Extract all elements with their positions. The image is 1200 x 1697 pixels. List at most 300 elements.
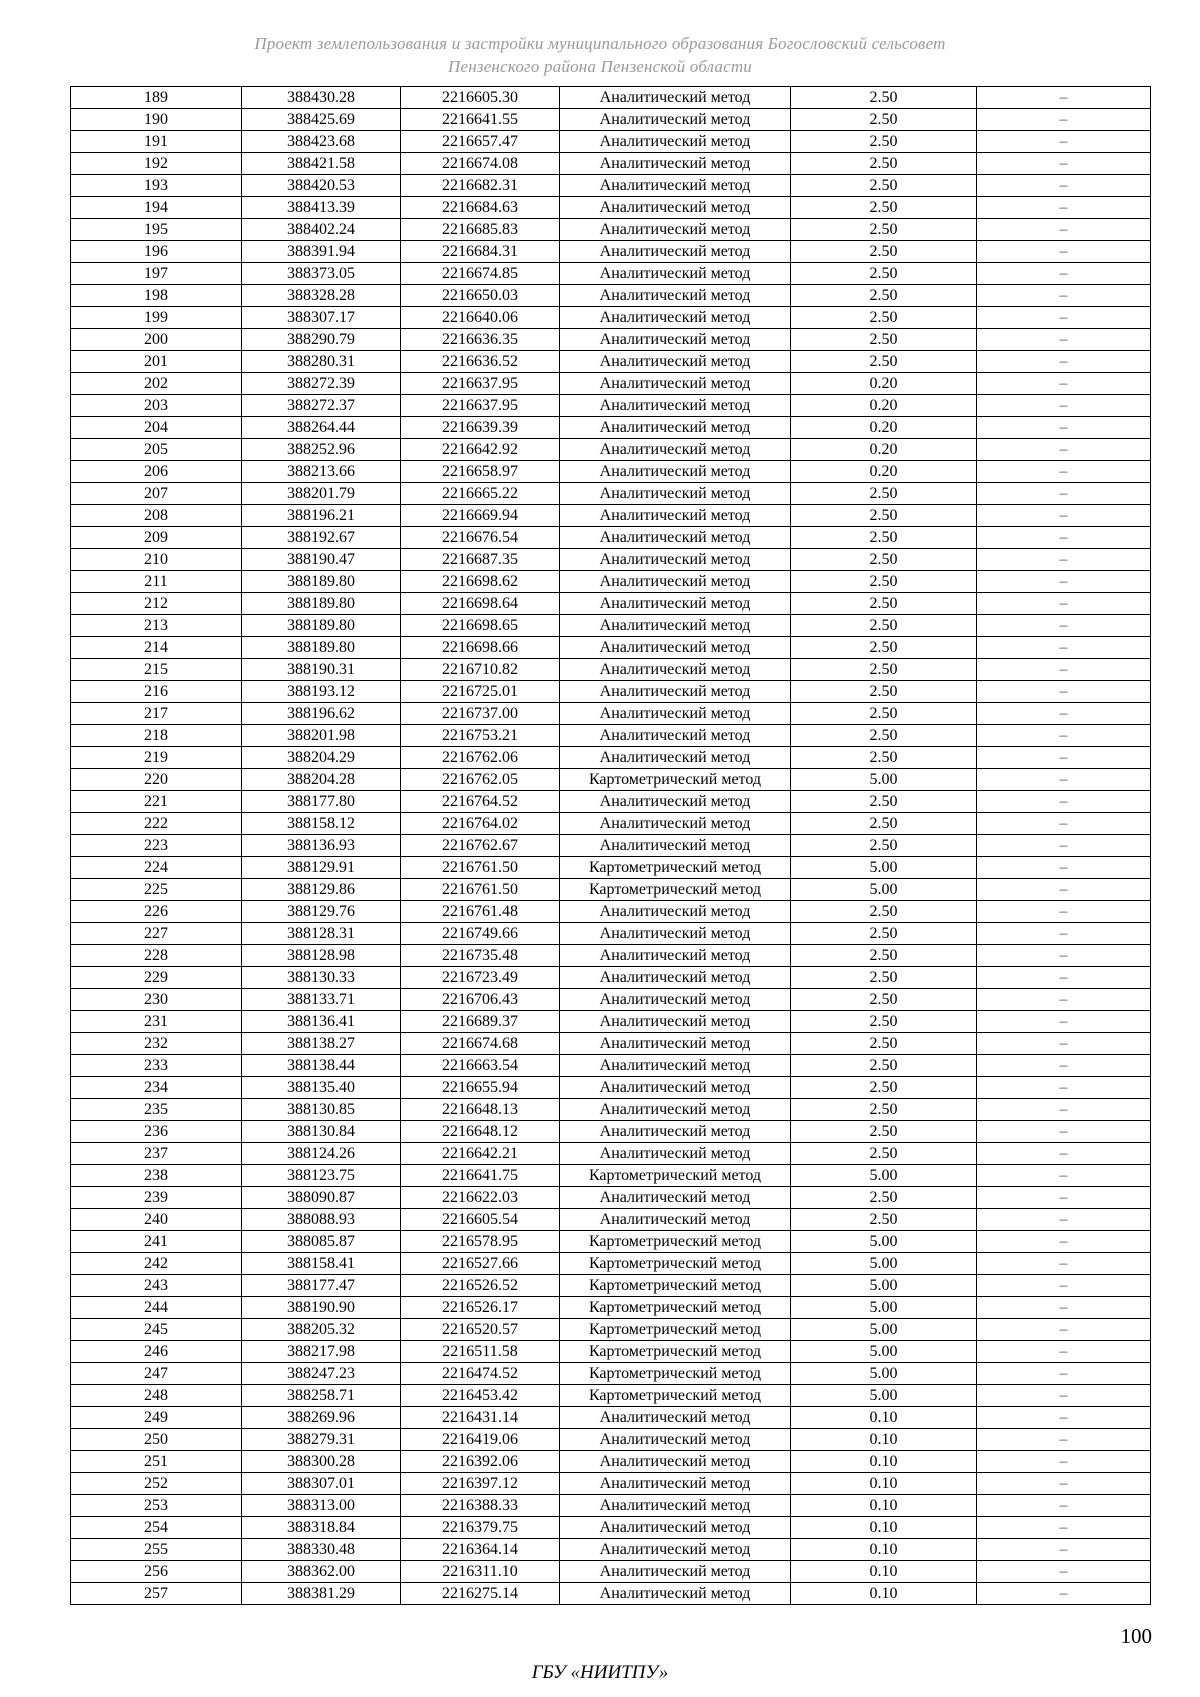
method-cell: Картометрический метод <box>560 1341 791 1363</box>
y-coordinate-cell: 2216764.02 <box>401 813 560 835</box>
table-row <box>71 153 1151 175</box>
note-cell: – <box>977 1583 1151 1605</box>
x-coordinate-cell: 388420.53 <box>242 175 401 197</box>
y-coordinate-cell: 2216388.33 <box>401 1495 560 1517</box>
page-header <box>0 32 1200 78</box>
y-coordinate-cell: 2216650.03 <box>401 285 560 307</box>
note-cell: – <box>977 1143 1151 1165</box>
x-coordinate-cell: 388421.58 <box>242 153 401 175</box>
table-row <box>71 1055 1151 1077</box>
note-cell: – <box>977 417 1151 439</box>
table-row <box>71 1517 1151 1539</box>
x-coordinate-cell: 388264.44 <box>242 417 401 439</box>
y-coordinate-cell: 2216578.95 <box>401 1231 560 1253</box>
table-row <box>71 1473 1151 1495</box>
table-row <box>71 681 1151 703</box>
method-cell: Аналитический метод <box>560 351 791 373</box>
table-row <box>71 813 1151 835</box>
y-coordinate-cell: 2216725.01 <box>401 681 560 703</box>
method-cell: Аналитический метод <box>560 637 791 659</box>
header-line-1: Проект землепользования и застройки муниципального образования Богословский сельсовет <box>254 34 946 53</box>
x-coordinate-cell: 388138.27 <box>242 1033 401 1055</box>
y-coordinate-cell: 2216640.06 <box>401 307 560 329</box>
y-coordinate-cell: 2216674.08 <box>401 153 560 175</box>
x-coordinate-cell: 388130.84 <box>242 1121 401 1143</box>
accuracy-cell: 0.10 <box>791 1561 977 1583</box>
method-cell: Картометрический метод <box>560 1275 791 1297</box>
x-coordinate-cell: 388136.93 <box>242 835 401 857</box>
point-number-cell: 222 <box>71 813 242 835</box>
method-cell: Аналитический метод <box>560 1495 791 1517</box>
accuracy-cell: 2.50 <box>791 703 977 725</box>
x-coordinate-cell: 388328.28 <box>242 285 401 307</box>
note-cell: – <box>977 1077 1151 1099</box>
note-cell: – <box>977 1319 1151 1341</box>
table-row <box>71 791 1151 813</box>
x-coordinate-cell: 388279.31 <box>242 1429 401 1451</box>
accuracy-cell: 0.10 <box>791 1539 977 1561</box>
method-cell: Картометрический метод <box>560 1385 791 1407</box>
accuracy-cell: 2.50 <box>791 175 977 197</box>
note-cell: – <box>977 241 1151 263</box>
accuracy-cell: 5.00 <box>791 1297 977 1319</box>
method-cell: Аналитический метод <box>560 989 791 1011</box>
accuracy-cell: 0.20 <box>791 395 977 417</box>
x-coordinate-cell: 388196.62 <box>242 703 401 725</box>
note-cell: – <box>977 395 1151 417</box>
y-coordinate-cell: 2216706.43 <box>401 989 560 1011</box>
accuracy-cell: 2.50 <box>791 1143 977 1165</box>
note-cell: – <box>977 1121 1151 1143</box>
method-cell: Аналитический метод <box>560 1539 791 1561</box>
note-cell: – <box>977 901 1151 923</box>
accuracy-cell: 5.00 <box>791 1341 977 1363</box>
x-coordinate-cell: 388129.86 <box>242 879 401 901</box>
accuracy-cell: 2.50 <box>791 263 977 285</box>
note-cell: – <box>977 527 1151 549</box>
x-coordinate-cell: 388205.32 <box>242 1319 401 1341</box>
x-coordinate-cell: 388085.87 <box>242 1231 401 1253</box>
y-coordinate-cell: 2216761.50 <box>401 857 560 879</box>
x-coordinate-cell: 388201.98 <box>242 725 401 747</box>
accuracy-cell: 5.00 <box>791 1385 977 1407</box>
note-cell: – <box>977 285 1151 307</box>
accuracy-cell: 2.50 <box>791 351 977 373</box>
table-row <box>71 945 1151 967</box>
point-number-cell: 208 <box>71 505 242 527</box>
note-cell: – <box>977 1297 1151 1319</box>
method-cell: Аналитический метод <box>560 439 791 461</box>
x-coordinate-cell: 388189.80 <box>242 593 401 615</box>
y-coordinate-cell: 2216723.49 <box>401 967 560 989</box>
point-number-cell: 193 <box>71 175 242 197</box>
method-cell: Аналитический метод <box>560 153 791 175</box>
method-cell: Аналитический метод <box>560 263 791 285</box>
point-number-cell: 240 <box>71 1209 242 1231</box>
point-number-cell: 235 <box>71 1099 242 1121</box>
accuracy-cell: 2.50 <box>791 1077 977 1099</box>
x-coordinate-cell: 388272.37 <box>242 395 401 417</box>
accuracy-cell: 2.50 <box>791 219 977 241</box>
method-cell: Аналитический метод <box>560 1187 791 1209</box>
table-row <box>71 1385 1151 1407</box>
method-cell: Аналитический метод <box>560 527 791 549</box>
y-coordinate-cell: 2216735.48 <box>401 945 560 967</box>
x-coordinate-cell: 388217.98 <box>242 1341 401 1363</box>
y-coordinate-cell: 2216762.05 <box>401 769 560 791</box>
point-number-cell: 196 <box>71 241 242 263</box>
table-row <box>71 1495 1151 1517</box>
table-row <box>71 1143 1151 1165</box>
point-number-cell: 256 <box>71 1561 242 1583</box>
accuracy-cell: 0.20 <box>791 461 977 483</box>
x-coordinate-cell: 388272.39 <box>242 373 401 395</box>
method-cell: Картометрический метод <box>560 1231 791 1253</box>
table-row <box>71 1561 1151 1583</box>
x-coordinate-cell: 388196.21 <box>242 505 401 527</box>
point-number-cell: 200 <box>71 329 242 351</box>
x-coordinate-cell: 388425.69 <box>242 109 401 131</box>
x-coordinate-cell: 388129.76 <box>242 901 401 923</box>
method-cell: Аналитический метод <box>560 1407 791 1429</box>
method-cell: Картометрический метод <box>560 1363 791 1385</box>
point-number-cell: 244 <box>71 1297 242 1319</box>
y-coordinate-cell: 2216698.62 <box>401 571 560 593</box>
accuracy-cell: 2.50 <box>791 285 977 307</box>
y-coordinate-cell: 2216761.48 <box>401 901 560 923</box>
point-number-cell: 245 <box>71 1319 242 1341</box>
method-cell: Аналитический метод <box>560 241 791 263</box>
accuracy-cell: 5.00 <box>791 1275 977 1297</box>
x-coordinate-cell: 388192.67 <box>242 527 401 549</box>
accuracy-cell: 0.10 <box>791 1583 977 1605</box>
accuracy-cell: 2.50 <box>791 131 977 153</box>
y-coordinate-cell: 2216642.92 <box>401 439 560 461</box>
y-coordinate-cell: 2216749.66 <box>401 923 560 945</box>
table-row <box>71 109 1151 131</box>
accuracy-cell: 2.50 <box>791 197 977 219</box>
note-cell: – <box>977 1495 1151 1517</box>
table-row <box>71 1319 1151 1341</box>
note-cell: – <box>977 967 1151 989</box>
y-coordinate-cell: 2216637.95 <box>401 395 560 417</box>
note-cell: – <box>977 1187 1151 1209</box>
note-cell: – <box>977 813 1151 835</box>
point-number-cell: 250 <box>71 1429 242 1451</box>
x-coordinate-cell: 388290.79 <box>242 329 401 351</box>
accuracy-cell: 2.50 <box>791 241 977 263</box>
x-coordinate-cell: 388430.28 <box>242 87 401 109</box>
method-cell: Картометрический метод <box>560 1165 791 1187</box>
note-cell: – <box>977 483 1151 505</box>
table-row <box>71 373 1151 395</box>
point-number-cell: 199 <box>71 307 242 329</box>
y-coordinate-cell: 2216636.52 <box>401 351 560 373</box>
note-cell: – <box>977 1099 1151 1121</box>
y-coordinate-cell: 2216761.50 <box>401 879 560 901</box>
y-coordinate-cell: 2216637.95 <box>401 373 560 395</box>
note-cell: – <box>977 1473 1151 1495</box>
method-cell: Аналитический метод <box>560 373 791 395</box>
point-number-cell: 203 <box>71 395 242 417</box>
point-number-cell: 232 <box>71 1033 242 1055</box>
note-cell: – <box>977 1429 1151 1451</box>
note-cell: – <box>977 659 1151 681</box>
y-coordinate-cell: 2216687.35 <box>401 549 560 571</box>
point-number-cell: 249 <box>71 1407 242 1429</box>
coordinates-table-body <box>71 87 1151 1605</box>
accuracy-cell: 0.20 <box>791 373 977 395</box>
x-coordinate-cell: 388130.33 <box>242 967 401 989</box>
accuracy-cell: 2.50 <box>791 945 977 967</box>
point-number-cell: 221 <box>71 791 242 813</box>
point-number-cell: 217 <box>71 703 242 725</box>
x-coordinate-cell: 388362.00 <box>242 1561 401 1583</box>
point-number-cell: 207 <box>71 483 242 505</box>
note-cell: – <box>977 703 1151 725</box>
note-cell: – <box>977 1407 1151 1429</box>
note-cell: – <box>977 571 1151 593</box>
note-cell: – <box>977 87 1151 109</box>
y-coordinate-cell: 2216663.54 <box>401 1055 560 1077</box>
page-number: 100 <box>1120 1624 1152 1648</box>
note-cell: – <box>977 461 1151 483</box>
table-row <box>71 725 1151 747</box>
point-number-cell: 248 <box>71 1385 242 1407</box>
note-cell: – <box>977 1011 1151 1033</box>
x-coordinate-cell: 388204.28 <box>242 769 401 791</box>
method-cell: Аналитический метод <box>560 175 791 197</box>
point-number-cell: 201 <box>71 351 242 373</box>
y-coordinate-cell: 2216764.52 <box>401 791 560 813</box>
accuracy-cell: 2.50 <box>791 725 977 747</box>
point-number-cell: 237 <box>71 1143 242 1165</box>
accuracy-cell: 2.50 <box>791 153 977 175</box>
point-number-cell: 236 <box>71 1121 242 1143</box>
table-row <box>71 417 1151 439</box>
table-row <box>71 263 1151 285</box>
table-row <box>71 1099 1151 1121</box>
y-coordinate-cell: 2216710.82 <box>401 659 560 681</box>
method-cell: Аналитический метод <box>560 923 791 945</box>
table-row <box>71 439 1151 461</box>
y-coordinate-cell: 2216669.94 <box>401 505 560 527</box>
y-coordinate-cell: 2216698.64 <box>401 593 560 615</box>
point-number-cell: 194 <box>71 197 242 219</box>
point-number-cell: 246 <box>71 1341 242 1363</box>
x-coordinate-cell: 388158.41 <box>242 1253 401 1275</box>
method-cell: Аналитический метод <box>560 681 791 703</box>
table-row <box>71 1187 1151 1209</box>
note-cell: – <box>977 307 1151 329</box>
table-row <box>71 703 1151 725</box>
y-coordinate-cell: 2216379.75 <box>401 1517 560 1539</box>
method-cell: Аналитический метод <box>560 461 791 483</box>
accuracy-cell: 5.00 <box>791 1253 977 1275</box>
x-coordinate-cell: 388300.28 <box>242 1451 401 1473</box>
note-cell: – <box>977 153 1151 175</box>
x-coordinate-cell: 388201.79 <box>242 483 401 505</box>
method-cell: Аналитический метод <box>560 1429 791 1451</box>
point-number-cell: 198 <box>71 285 242 307</box>
x-coordinate-cell: 388177.47 <box>242 1275 401 1297</box>
accuracy-cell: 0.10 <box>791 1451 977 1473</box>
note-cell: – <box>977 593 1151 615</box>
point-number-cell: 197 <box>71 263 242 285</box>
point-number-cell: 216 <box>71 681 242 703</box>
table-row <box>71 571 1151 593</box>
y-coordinate-cell: 2216658.97 <box>401 461 560 483</box>
table-row <box>71 1033 1151 1055</box>
note-cell: – <box>977 1385 1151 1407</box>
x-coordinate-cell: 388213.66 <box>242 461 401 483</box>
x-coordinate-cell: 388247.23 <box>242 1363 401 1385</box>
accuracy-cell: 0.10 <box>791 1407 977 1429</box>
x-coordinate-cell: 388423.68 <box>242 131 401 153</box>
method-cell: Аналитический метод <box>560 219 791 241</box>
y-coordinate-cell: 2216737.00 <box>401 703 560 725</box>
table-row <box>71 505 1151 527</box>
accuracy-cell: 2.50 <box>791 1055 977 1077</box>
point-number-cell: 229 <box>71 967 242 989</box>
point-number-cell: 206 <box>71 461 242 483</box>
method-cell: Аналитический метод <box>560 1099 791 1121</box>
point-number-cell: 242 <box>71 1253 242 1275</box>
y-coordinate-cell: 2216511.58 <box>401 1341 560 1363</box>
point-number-cell: 238 <box>71 1165 242 1187</box>
y-coordinate-cell: 2216392.06 <box>401 1451 560 1473</box>
point-number-cell: 247 <box>71 1363 242 1385</box>
point-number-cell: 219 <box>71 747 242 769</box>
point-number-cell: 202 <box>71 373 242 395</box>
y-coordinate-cell: 2216641.75 <box>401 1165 560 1187</box>
accuracy-cell: 2.50 <box>791 747 977 769</box>
point-number-cell: 190 <box>71 109 242 131</box>
y-coordinate-cell: 2216684.31 <box>401 241 560 263</box>
note-cell: – <box>977 747 1151 769</box>
accuracy-cell: 2.50 <box>791 1187 977 1209</box>
method-cell: Аналитический метод <box>560 1055 791 1077</box>
y-coordinate-cell: 2216665.22 <box>401 483 560 505</box>
method-cell: Аналитический метод <box>560 483 791 505</box>
y-coordinate-cell: 2216698.65 <box>401 615 560 637</box>
table-row <box>71 329 1151 351</box>
method-cell: Аналитический метод <box>560 835 791 857</box>
method-cell: Картометрический метод <box>560 769 791 791</box>
point-number-cell: 227 <box>71 923 242 945</box>
y-coordinate-cell: 2216397.12 <box>401 1473 560 1495</box>
x-coordinate-cell: 388189.80 <box>242 637 401 659</box>
accuracy-cell: 2.50 <box>791 1121 977 1143</box>
x-coordinate-cell: 388090.87 <box>242 1187 401 1209</box>
table-row <box>71 1583 1151 1605</box>
y-coordinate-cell: 2216605.30 <box>401 87 560 109</box>
point-number-cell: 189 <box>71 87 242 109</box>
accuracy-cell: 5.00 <box>791 1319 977 1341</box>
note-cell: – <box>977 1165 1151 1187</box>
method-cell: Аналитический метод <box>560 1583 791 1605</box>
y-coordinate-cell: 2216648.13 <box>401 1099 560 1121</box>
table-row <box>71 461 1151 483</box>
x-coordinate-cell: 388402.24 <box>242 219 401 241</box>
y-coordinate-cell: 2216648.12 <box>401 1121 560 1143</box>
accuracy-cell: 2.50 <box>791 615 977 637</box>
x-coordinate-cell: 388177.80 <box>242 791 401 813</box>
method-cell: Картометрический метод <box>560 1253 791 1275</box>
method-cell: Аналитический метод <box>560 571 791 593</box>
y-coordinate-cell: 2216527.66 <box>401 1253 560 1275</box>
point-number-cell: 214 <box>71 637 242 659</box>
table-row <box>71 1011 1151 1033</box>
note-cell: – <box>977 439 1151 461</box>
method-cell: Аналитический метод <box>560 1011 791 1033</box>
table-row <box>71 351 1151 373</box>
y-coordinate-cell: 2216762.67 <box>401 835 560 857</box>
table-row <box>71 1275 1151 1297</box>
method-cell: Аналитический метод <box>560 417 791 439</box>
point-number-cell: 239 <box>71 1187 242 1209</box>
x-coordinate-cell: 388135.40 <box>242 1077 401 1099</box>
note-cell: – <box>977 857 1151 879</box>
x-coordinate-cell: 388128.98 <box>242 945 401 967</box>
note-cell: – <box>977 549 1151 571</box>
table-row <box>71 307 1151 329</box>
x-coordinate-cell: 388204.29 <box>242 747 401 769</box>
accuracy-cell: 0.10 <box>791 1495 977 1517</box>
method-cell: Аналитический метод <box>560 593 791 615</box>
point-number-cell: 223 <box>71 835 242 857</box>
point-number-cell: 220 <box>71 769 242 791</box>
accuracy-cell: 2.50 <box>791 967 977 989</box>
accuracy-cell: 2.50 <box>791 571 977 593</box>
point-number-cell: 233 <box>71 1055 242 1077</box>
y-coordinate-cell: 2216684.63 <box>401 197 560 219</box>
note-cell: – <box>977 1275 1151 1297</box>
point-number-cell: 225 <box>71 879 242 901</box>
y-coordinate-cell: 2216622.03 <box>401 1187 560 1209</box>
note-cell: – <box>977 1209 1151 1231</box>
x-coordinate-cell: 388136.41 <box>242 1011 401 1033</box>
method-cell: Аналитический метод <box>560 549 791 571</box>
point-number-cell: 224 <box>71 857 242 879</box>
method-cell: Аналитический метод <box>560 945 791 967</box>
point-number-cell: 257 <box>71 1583 242 1605</box>
table-row <box>71 87 1151 109</box>
point-number-cell: 253 <box>71 1495 242 1517</box>
method-cell: Аналитический метод <box>560 791 791 813</box>
method-cell: Картометрический метод <box>560 879 791 901</box>
method-cell: Аналитический метод <box>560 1209 791 1231</box>
y-coordinate-cell: 2216642.21 <box>401 1143 560 1165</box>
method-cell: Аналитический метод <box>560 1451 791 1473</box>
point-number-cell: 231 <box>71 1011 242 1033</box>
table-row <box>71 769 1151 791</box>
method-cell: Аналитический метод <box>560 131 791 153</box>
table-row <box>71 1121 1151 1143</box>
point-number-cell: 205 <box>71 439 242 461</box>
accuracy-cell: 5.00 <box>791 1165 977 1187</box>
method-cell: Аналитический метод <box>560 1473 791 1495</box>
table-row <box>71 1209 1151 1231</box>
note-cell: – <box>977 1363 1151 1385</box>
method-cell: Аналитический метод <box>560 967 791 989</box>
y-coordinate-cell: 2216526.52 <box>401 1275 560 1297</box>
accuracy-cell: 2.50 <box>791 505 977 527</box>
accuracy-cell: 2.50 <box>791 1099 977 1121</box>
accuracy-cell: 2.50 <box>791 901 977 923</box>
table-row <box>71 1539 1151 1561</box>
table-row <box>71 1253 1151 1275</box>
